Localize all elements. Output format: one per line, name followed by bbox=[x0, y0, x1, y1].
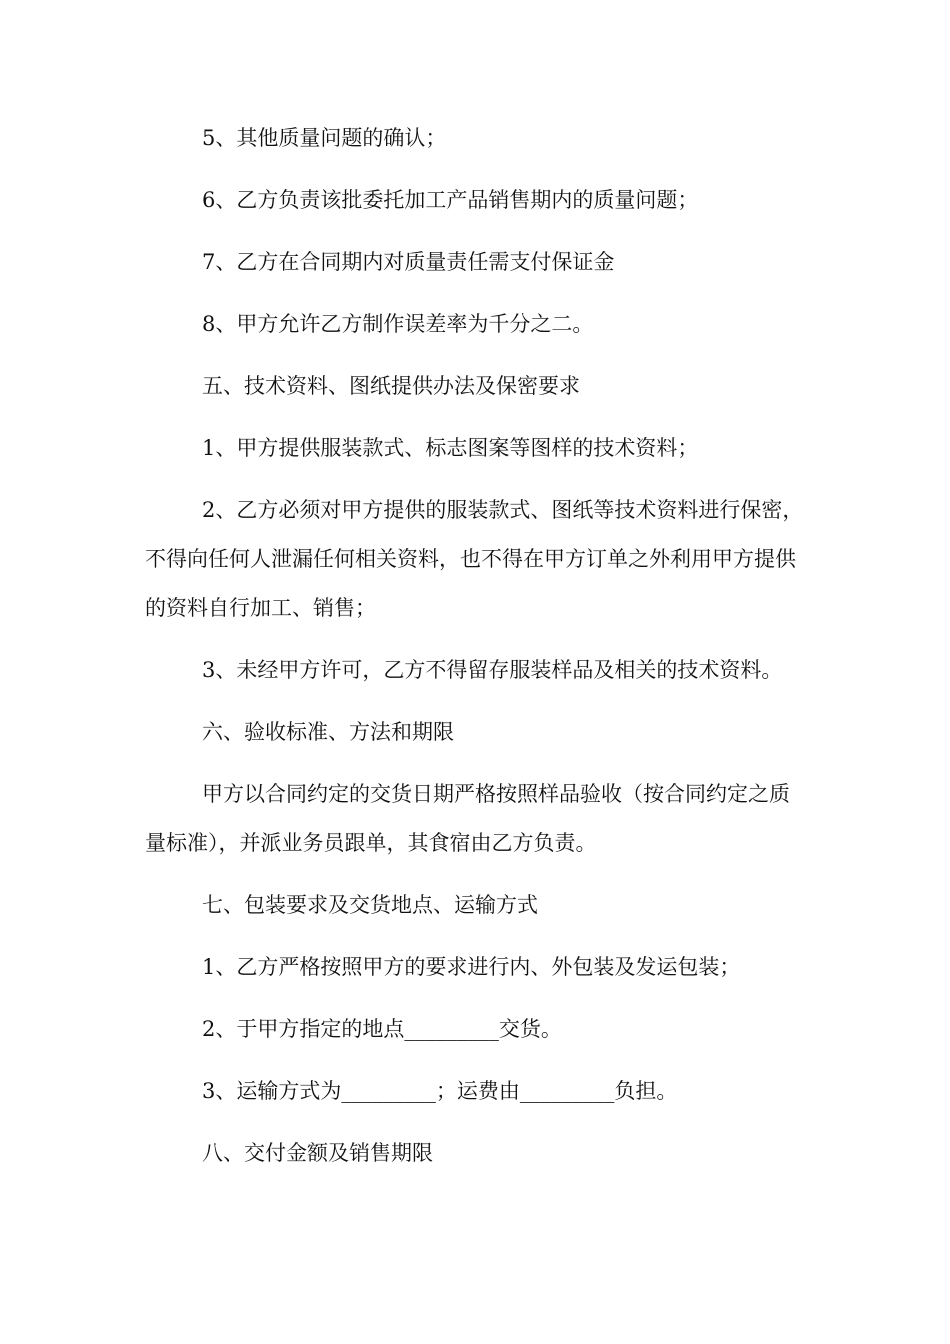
section-heading-8: 八、交付金额及销售期限 bbox=[202, 1141, 433, 1165]
section-heading-7: 七、包装要求及交货地点、运输方式 bbox=[202, 893, 538, 917]
technical-item-2: 2、乙方必须对甲方提供的服装款式、图纸等技术资料进行保密，不得向任何人泄漏任何相关资料，也不得在甲方订单之外利用甲方提供的资料自行加工、销售； bbox=[145, 498, 804, 620]
packaging-item-1: 1、乙方严格按照甲方的要求进行内、外包装及发运包装； bbox=[202, 955, 741, 979]
section-heading-5: 五、技术资料、图纸提供办法及保密要求 bbox=[202, 374, 580, 398]
technical-item-3: 3、未经甲方许可，乙方不得留存服装样品及相关的技术资料。 bbox=[202, 658, 783, 682]
packaging-item-2: 2、于甲方指定的地点_________交货。 bbox=[202, 1017, 562, 1041]
quality-item-6: 6、乙方负责该批委托加工产品销售期内的质量问题； bbox=[202, 188, 699, 212]
packaging-item-3: 3、运输方式为_________；运费由_________负担。 bbox=[202, 1079, 678, 1103]
technical-item-1: 1、甲方提供服装款式、标志图案等图样的技术资料； bbox=[202, 436, 699, 460]
quality-item-7: 7、乙方在合同期内对质量责任需支付保证金 bbox=[202, 250, 615, 274]
section-heading-6: 六、验收标准、方法和期限 bbox=[202, 720, 454, 744]
document-body bbox=[145, 114, 810, 1178]
quality-item-5: 5、其他质量问题的确认； bbox=[202, 126, 447, 150]
acceptance-paragraph: 甲方以合同约定的交货日期严格按照样品验收（按合同约定之质量标准），并派业务员跟单，其食宿由乙方负责。 bbox=[145, 782, 790, 855]
quality-item-8: 8、甲方允许乙方制作误差率为千分之二。 bbox=[202, 312, 594, 336]
